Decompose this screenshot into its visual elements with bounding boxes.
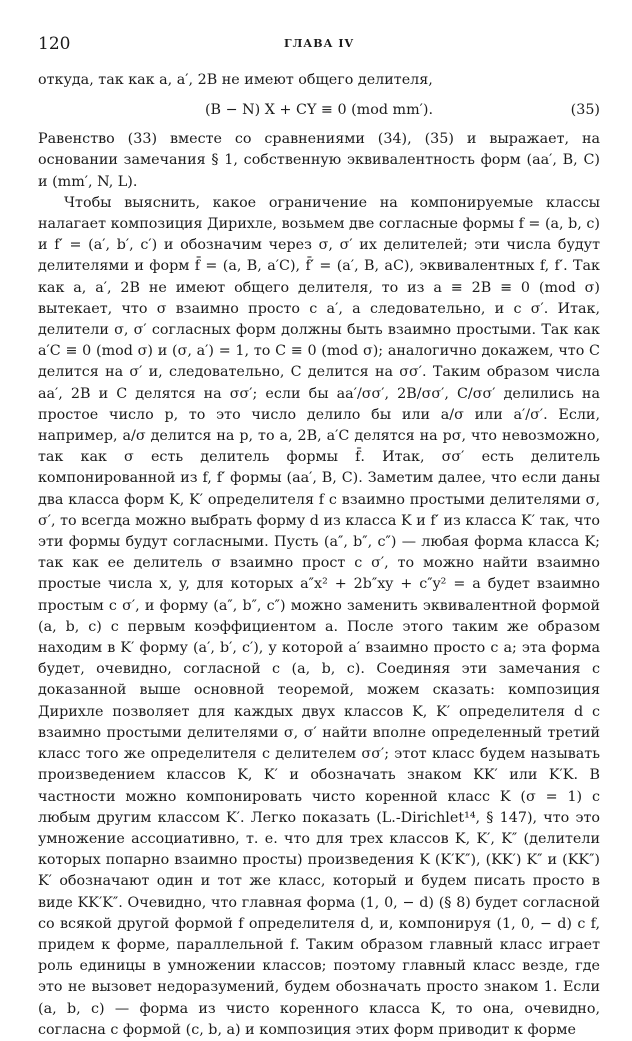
- paragraph-1: Равенство (33) вместе со сравнениями (34), (35) и выражает, на основании замечания § 1, собственную эквивалентность форм (aa′, B, C) и (mm′, N, L).: [38, 131, 600, 190]
- page-number: 120: [38, 34, 71, 54]
- paragraph-2: Чтобы выяснить, какое ограничение на компонируемые классы налагает композиция Дирихле, возьмем две согласные формы f = (a, b, c) и f′ = (a′, b′, c′) и обозначим через σ, σ′ их делителей; эти числа будут делителями и форм f̄ = (a, B, a′C), f̄′ = (a′, B, aC), эквивалентных f, f′. Так как a, a′, 2B не имеют общего делителя, то из a ≡ 2B ≡ 0 (mod σ) вытекает, что σ взаимно просто с a′, а следовательно, и с σ′. Итак, делители σ, σ′ согласных форм должны быть взаимно простыми. Так как a′C ≡ 0 (mod σ) и (σ, a′) = 1, то C ≡ 0 (mod σ); аналогично докажем, что C делится на σ′ и, следовательно, C делится на σσ′. Таким образом числа aa′, 2B и C делятся на σσ′; если бы aa′/σσ′, 2B/σσ′, C/σσ′ делились на простое число p, то это число делило бы или a/σ или a′/σ′. Если, например, a/σ делится на p, то a, 2B, a′C делятся на pσ, что невозможно, так как σ есть делитель формы f̄. Итак, σσ′ есть делитель компонированной из f, f′ формы (aa′, B, C). Заметим далее, что если даны два класса форм K, K′ определителя f с взаимно простыми делителями σ, σ′, то всегда можно выбрать форму d из класса K и f′ из класса K′ так, что эти формы будут согласными. Пусть (a″, b″, c″) — любая форма класса K; так как ее делитель σ взаимно прост с σ′, то можно найти взаимно простые числа x, y, для которых a″x² + 2b″xy + c″y² = a будет взаимно простым с σ′, и форму (a″, b″, c″) можно заменить эквивалентной формой (a, b, c) с первым коэффициентом a. После этого таким же образом находим в K′ форму (a′, b′, c′), у которой a′ взаимно просто с a; эта форма будет, очевидно, согласной с (a, b, c). Соединяя эти замечания с доказанной выше основной теоремой, можем сказать: композиция Дирихле позволяет для каждых двух классов K, K′ определителя d с взаимно простыми делителями σ, σ′ найти вполне определенный третий класс того же определителя с делителем σσ′; этот класс будем называть произведением классов K, K′ и обозначать знаком KK′ или K′K. В частности можно компонировать чисто коренной класс K (σ = 1) с любым другим классом K′. Легко показать (L.-Dirichlet¹⁴, § 147), что это умножение ассоциативно, т. е. что для трех классов K, K′, K″ (делители которых попарно взаимно просты) произведения K (K′K″), (KK′) K″ и (KK″) K′ обозначают один и тот же класс, который и будем писать просто в виде KK′K″. Очевидно, что главная форма (1, 0, − d) (§ 8) будет согласной со всякой другой формой f определителя d, и, компонируя (1, 0, − d) с f, придем к форме, параллельной f. Таким образом главный класс играет роль единицы в умножении классов; поэтому главный класс везде, где это не вызовет недоразумений, будем обозначать просто знаком 1. Если (a, b, c) — форма из чисто коренного класса K, то она, очевидно, согласна с формой (c, b, a) и композиция этих форм приводит к форме: [38, 194, 600, 1038]
- chapter-title: ГЛАВА IV: [283, 37, 355, 50]
- equation-number: (35): [570, 102, 600, 119]
- page-header: [38, 34, 600, 56]
- equation-formula: (B − N) X + CY ≡ 0 (mod mm′).: [204, 102, 434, 119]
- equation-35: [38, 91, 600, 129]
- intro-line: откуда, так как a, a′, 2B не имеют общего делителя,: [38, 72, 433, 88]
- body-text: [38, 70, 600, 1041]
